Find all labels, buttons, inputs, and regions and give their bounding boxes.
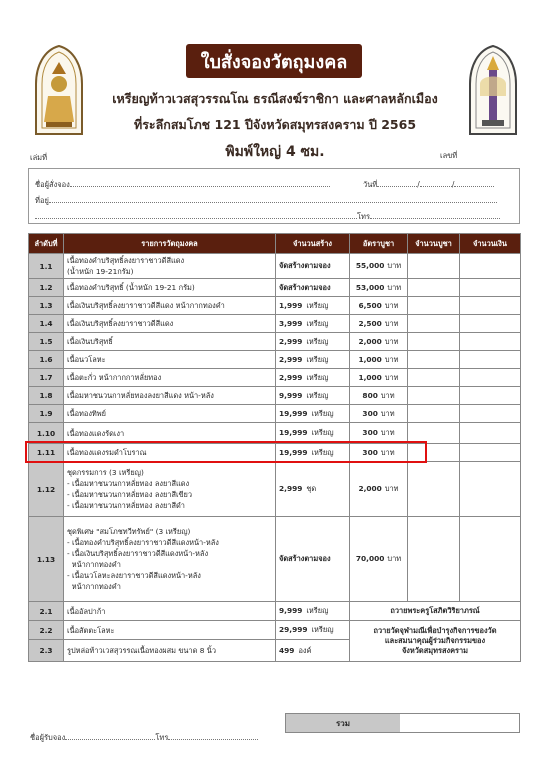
row-price-unit: บาท [387, 554, 402, 563]
row-quantity-value: 9,999 [279, 606, 303, 615]
row-description [64, 405, 276, 423]
address-label: ที่อยู่ [35, 196, 49, 205]
row-description: รูปหล่อท้าวเวสสุวรรณเนื้อทองผสม ขนาด 8 นิ้ว [64, 640, 276, 662]
orderer-field[interactable] [35, 179, 330, 191]
row-price [350, 462, 408, 517]
row-quantity-value: จัดสร้างตามจอง [279, 554, 331, 563]
giant-emblem-icon [32, 44, 86, 140]
row-quantity-value: 2,999 [279, 372, 303, 382]
row-price-value: 1,000 [358, 354, 382, 364]
table-row [29, 279, 521, 297]
row-amount-field[interactable] [460, 444, 521, 462]
row-quantity [276, 602, 350, 621]
row-description-text: เนื้อทองแดงรมดำโบราณ [67, 448, 147, 457]
row-price [350, 405, 408, 423]
row-order-count-field[interactable] [408, 369, 460, 387]
table-row [29, 405, 521, 423]
row-quantity-value: 19,999 [279, 447, 308, 457]
row-price-unit: บาท [384, 484, 399, 493]
row-quantity [276, 405, 350, 423]
row-index: 1.2 [29, 279, 64, 297]
receipt-number-label: เลขที่ [440, 151, 458, 160]
table-row [29, 621, 521, 640]
row-quantity-value: จัดสร้างตามจอง [279, 282, 331, 292]
row-price-unit: บาท [384, 336, 399, 346]
row-quantity-unit: เหรียญ [311, 428, 334, 437]
row-amount-field[interactable] [460, 387, 521, 405]
row-quantity [276, 279, 350, 297]
row-index: 1.13 [29, 517, 64, 602]
row-quantity [276, 254, 350, 279]
row-index: 1.3 [29, 297, 64, 315]
row-description-text: เนื้อเงินบริสุทธิ์ [67, 337, 113, 346]
row-index: 2.3 [29, 640, 64, 662]
row-price-unit: บาท [387, 282, 402, 292]
table-row [29, 351, 521, 369]
subtitle-line-3: พิมพ์ใหญ่ 4 ซม. [225, 144, 325, 160]
row-quantity-unit: เหรียญ [306, 300, 329, 310]
header-quantity-made: จำนวนสร้าง [276, 234, 350, 254]
row-amount-field[interactable] [460, 254, 521, 279]
row-quantity-unit: เหรียญ [306, 390, 329, 400]
row-price-unit: บาท [387, 261, 402, 270]
row-index: 1.7 [29, 369, 64, 387]
table-row [29, 333, 521, 351]
row-order-count-field[interactable] [408, 462, 460, 517]
row-price [350, 387, 408, 405]
row-price-value: 800 [362, 390, 378, 400]
dedication-note-2 [350, 621, 521, 662]
row-quantity-unit: เหรียญ [306, 372, 329, 382]
row-description-text: เนื้อนวโลหะ [67, 355, 106, 364]
row-description: เนื้อสัตตะโลหะ [64, 621, 276, 640]
row-order-count-field[interactable] [408, 315, 460, 333]
row-quantity-value: 499 [279, 645, 295, 655]
row-description [64, 279, 276, 297]
row-quantity-value: 9,999 [279, 390, 303, 400]
row-description-text: เนื้อทองคำบริสุทธิ์ลงยาราชาวดีสีแดง (น้ำหนัก 19-21กรัม) [67, 256, 185, 276]
row-amount-field[interactable] [460, 423, 521, 444]
row-price-unit: บาท [384, 372, 399, 382]
phone-label: โทร [357, 212, 371, 221]
row-quantity [276, 462, 350, 517]
row-description [64, 351, 276, 369]
row-description [64, 517, 276, 602]
table-row [29, 517, 521, 602]
row-description [64, 333, 276, 351]
table-row [29, 297, 521, 315]
row-quantity-unit: ชุด [306, 484, 317, 493]
subtitle-line-2: ที่ระลึกสมโภช 121 ปีจังหวัดสมุทรสงคราม ปี 2565 [133, 117, 417, 132]
row-quantity-value: จัดสร้างตามจอง [279, 261, 331, 270]
row-index: 1.8 [29, 387, 64, 405]
row-description-text: เนื้อมหาชนวนกาหลั่ยทองลงยาสีแดง หน้า-หลัง [67, 391, 214, 400]
row-price-value: 2,000 [358, 336, 382, 346]
row-price-value: 70,000 [355, 554, 385, 563]
table-row [29, 315, 521, 333]
book-number-label: เล่มที่ [30, 153, 48, 162]
row-price-unit: บาท [380, 447, 395, 457]
city-pillar-emblem-icon [466, 44, 520, 140]
row-description: เนื้ออัลปาก้า [64, 602, 276, 621]
row-quantity [276, 297, 350, 315]
row-quantity-unit: เหรียญ [311, 625, 334, 634]
table-row [29, 387, 521, 405]
row-order-count-field[interactable] [408, 254, 460, 279]
row-amount-field[interactable] [460, 333, 521, 351]
row-index: 1.4 [29, 315, 64, 333]
row-order-count-field[interactable] [408, 387, 460, 405]
row-quantity-value: 2,999 [279, 354, 303, 364]
row-quantity-value: 2,999 [279, 484, 303, 493]
total-box [285, 713, 520, 733]
header-order-count: จำนวนบูชา [408, 234, 460, 254]
row-description-text: เนื้อทองแดงรัดเงา [67, 428, 125, 438]
row-quantity-unit: เหรียญ [311, 447, 334, 457]
row-index: 1.9 [29, 405, 64, 423]
row-amount-field[interactable] [460, 369, 521, 387]
row-price [350, 351, 408, 369]
row-quantity-value: 19,999 [279, 408, 308, 418]
row-index: 1.5 [29, 333, 64, 351]
row-quantity [276, 517, 350, 602]
row-quantity-value: 3,999 [279, 318, 303, 328]
row-description-text: เนื้อทองทิพย์ [67, 409, 107, 418]
date-field[interactable]: วันที่ / / [363, 179, 494, 191]
row-quantity-unit: องค์ [298, 645, 312, 655]
row-quantity-unit: เหรียญ [306, 606, 329, 615]
row-price [350, 517, 408, 602]
row-price-unit: บาท [384, 354, 399, 364]
row-description-text: เนื้อตะกั่ว หน้ากากกาหลั่ยทอง [67, 373, 162, 382]
row-quantity-unit: เหรียญ [306, 336, 329, 346]
row-index: 2.1 [29, 602, 64, 621]
row-index: 1.6 [29, 351, 64, 369]
receiver-label: ชื่อผู้รับจอง [30, 733, 66, 742]
row-description-text: เนื้อเงินบริสุทธิ์ลงยาราชาวดีสีแดง [67, 319, 174, 328]
header-index: ลำดับที่ [29, 234, 64, 254]
dedication-note-2-text: ถวายวัดจุฬามณีเพื่อบำรุงกิจการของวัด และสมนาคุณผู้ร่วมกิจกรรมของ จังหวัดสมุทรสงคราม [373, 626, 497, 655]
row-order-count-field[interactable] [408, 279, 460, 297]
row-order-count-field[interactable] [408, 405, 460, 423]
table-row [29, 254, 521, 279]
row-price-unit: บาท [380, 390, 395, 400]
row-price-value: 53,000 [355, 282, 385, 292]
row-order-count-field[interactable] [408, 517, 460, 602]
row-price-value: 55,000 [355, 261, 385, 270]
row-description-text: เนื้อเงินบริสุทธิ์ลงยาราชาวดีสีแดง หน้ากากทองคำ [67, 301, 225, 310]
orderer-info-box [28, 168, 520, 224]
row-order-count-field[interactable] [408, 333, 460, 351]
row-quantity-unit: เหรียญ [311, 408, 334, 418]
total-amount-field[interactable] [400, 714, 519, 732]
table-row [29, 602, 521, 621]
highlight-box [25, 441, 427, 463]
row-price [350, 333, 408, 351]
row-amount-field[interactable] [460, 315, 521, 333]
row-price [350, 369, 408, 387]
header-price: อัตราบูชา [350, 234, 408, 254]
row-price [350, 297, 408, 315]
row-quantity [276, 351, 350, 369]
row-price-value: 300 [362, 447, 378, 457]
row-index: 1.10 [29, 423, 64, 444]
row-quantity-unit: เหรียญ [306, 354, 329, 364]
row-price-value: 2,500 [358, 318, 382, 328]
header-item: รายการวัตถุมงคล [64, 234, 276, 254]
row-order-count-field[interactable] [408, 297, 460, 315]
row-price-value: 6,500 [358, 300, 382, 310]
row-index: 1.1 [29, 254, 64, 279]
row-price [350, 279, 408, 297]
table-row [29, 462, 521, 517]
row-description [64, 369, 276, 387]
total-label: รวม [286, 714, 400, 732]
row-quantity-value: 2,999 [279, 336, 303, 346]
row-description [64, 315, 276, 333]
row-quantity [276, 369, 350, 387]
row-price-value: 300 [362, 408, 378, 418]
row-index: 1.11 [29, 444, 64, 462]
date-label: วันที่ [363, 180, 378, 189]
row-quantity-value: 1,999 [279, 300, 303, 310]
address-line-2[interactable] [35, 211, 500, 223]
row-quantity [276, 640, 350, 662]
form-title: ใบสั่งจองวัตถุมงคล [186, 44, 362, 78]
row-description [64, 254, 276, 279]
row-amount-field[interactable] [460, 297, 521, 315]
header-amount: จำนวนเงิน [460, 234, 521, 254]
row-quantity-unit: เหรียญ [306, 318, 329, 328]
row-price-unit: บาท [384, 300, 399, 310]
row-quantity [276, 333, 350, 351]
row-description [64, 387, 276, 405]
row-price [350, 315, 408, 333]
row-description-text: ชุดพิเศษ "สมโภชทวีทรัพย์" (3 เหรียญ) - เนื้อทองคำบริสุทธิ์ลงยาราชาวดีสีแดงหน้า-หลัง - เนื้อเงินบริสุทธิ์ลงยาราชาวดีสีแดงหน้า-หลัง หน้ากากทองคำ - เนื้อนวโลหะลงยาราชาวดีสีแดงหน้า-หลัง หน้ากากทองคำ [67, 527, 219, 591]
row-price-value: 300 [362, 428, 378, 437]
row-amount-field[interactable] [460, 405, 521, 423]
row-quantity-value: 29,999 [279, 625, 308, 634]
row-price-unit: บาท [380, 408, 395, 418]
row-amount-field[interactable] [460, 462, 521, 517]
address-field[interactable] [35, 195, 497, 207]
receiver-phone-label: โทร [155, 733, 169, 742]
orderer-label: ชื่อผู้สั่งจอง [35, 180, 70, 189]
row-amount-field[interactable] [460, 279, 521, 297]
row-quantity [276, 315, 350, 333]
row-quantity [276, 387, 350, 405]
row-price-value: 2,000 [358, 484, 382, 493]
row-description-text: ชุดกรรมการ (3 เหรียญ) - เนื้อมหาชนวนกาหลั่ยทอง ลงยาสีแดง - เนื้อมหาชนวนกาหลั่ยทอง ลงยาสีเขียว - เนื้อมหาชนวนกาหลั่ยทอง ลงยาสีดำ [67, 468, 193, 510]
row-index: 1.12 [29, 462, 64, 517]
row-price [350, 254, 408, 279]
row-description [64, 297, 276, 315]
row-index: 2.2 [29, 621, 64, 640]
row-price-unit: บาท [380, 428, 395, 437]
row-price-unit: บาท [384, 318, 399, 328]
row-amount-field[interactable] [460, 517, 521, 602]
row-quantity-value: 19,999 [279, 428, 308, 437]
row-price-value: 1,000 [358, 372, 382, 382]
dedication-note-1: ถวายพระครูโสภิตวิริยาภรณ์ [350, 602, 521, 621]
receiver-field[interactable] [30, 732, 258, 744]
row-quantity [276, 621, 350, 640]
table-row [29, 369, 521, 387]
subtitle-line-1: เหรียญท้าวเวสสุวรรณโณ ธรณีสงฆ์ราชิกา และศาลหลักเมือง [112, 91, 438, 106]
row-order-count-field[interactable] [408, 351, 460, 369]
row-amount-field[interactable] [460, 351, 521, 369]
row-description [64, 462, 276, 517]
row-description-text: เนื้อทองคำบริสุทธิ์ (น้ำหนัก 19-21 กรัม) [67, 283, 195, 292]
